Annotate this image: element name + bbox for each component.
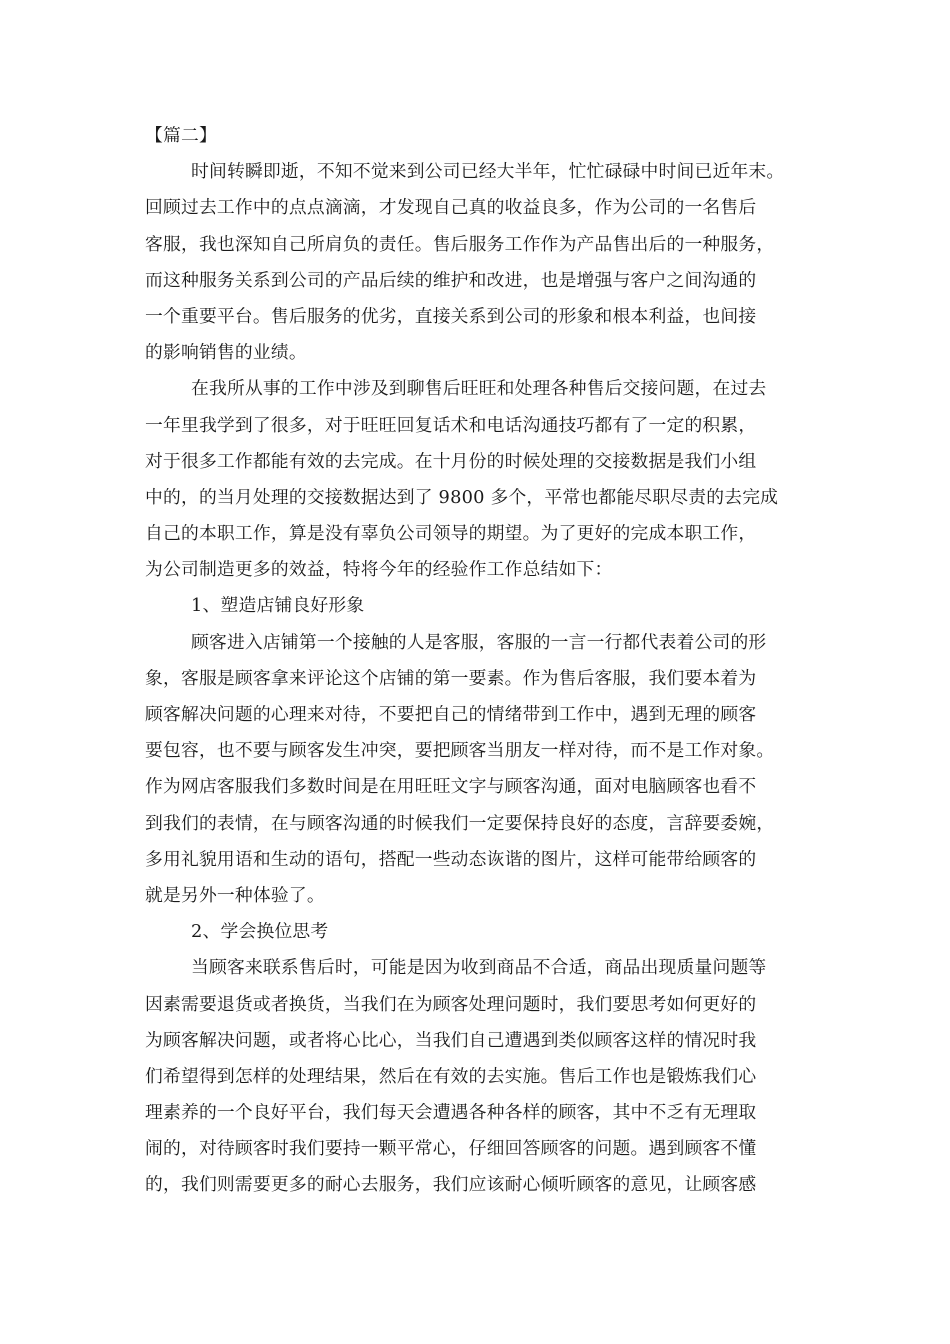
paragraph-line: 为顾客解决问题，或者将心比心，当我们自己遭遇到类似顾客这样的情况时我 <box>145 1029 757 1051</box>
paragraph-line: 作为网店客服我们多数时间是在用旺旺文字与顾客沟通，面对电脑顾客也看不 <box>145 776 757 798</box>
paragraph-line: 一个重要平台。售后服务的优劣，直接关系到公司的形象和根本利益，也间接 <box>145 305 757 327</box>
paragraph-line: 要包容，也不要与顾客发生冲突，要把顾客当朋友一样对待，而不是工作对象。 <box>145 740 775 762</box>
paragraph-line: 们希望得到怎样的处理结果，然后在有效的去实施。售后工作也是锻炼我们心 <box>145 1065 757 1087</box>
paragraph-line: 客服，我也深知自己所肩负的责任。售后服务工作作为产品售出后的一种服务， <box>145 233 775 255</box>
paragraph-line: 到我们的表情，在与顾客沟通的时候我们一定要保持良好的态度，言辞要委婉， <box>145 812 775 834</box>
paragraph-line: 一年里我学到了很多，对于旺旺回复话术和电话沟通技巧都有了一定的积累， <box>145 414 757 436</box>
paragraph-line: 闹的，对待顾客时我们要持一颗平常心，仔细回答顾客的问题。遇到顾客不懂 <box>145 1138 757 1160</box>
paragraph-line: 顾客进入店铺第一个接触的人是客服，客服的一言一行都代表着公司的形 <box>191 631 767 653</box>
paragraph-line: 而这种服务关系到公司的产品后续的维护和改进，也是增强与客户之间沟通的 <box>145 269 757 291</box>
paragraph-line: 象，客服是顾客拿来评论这个店铺的第一要素。作为售后客服，我们要本着为 <box>145 667 757 689</box>
paragraph-line: 多用礼貌用语和生动的语句，搭配一些动态诙谐的图片，这样可能带给顾客的 <box>145 848 757 870</box>
paragraph-line: 对于很多工作都能有效的去完成。在十月份的时候处理的交接数据是我们小组 <box>145 450 757 472</box>
paragraph-line: 自己的本职工作，算是没有辜负公司领导的期望。为了更好的完成本职工作， <box>145 523 757 545</box>
document-body <box>145 118 813 1204</box>
paragraph-line: 的，我们则需要更多的耐心去服务，我们应该耐心倾听顾客的意见，让顾客感 <box>145 1174 757 1196</box>
paragraph-line: 因素需要退货或者换货，当我们在为顾客处理问题时，我们要思考如何更好的 <box>145 993 757 1015</box>
paragraph-line: 顾客解决问题的心理来对待，不要把自己的情绪带到工作中，遇到无理的顾客 <box>145 704 757 725</box>
paragraph-line: 在我所从事的工作中涉及到聊售后旺旺和处理各种售后交接问题，在过去 <box>191 378 767 400</box>
paragraph-line: 为公司制造更多的效益，特将今年的经验作工作总结如下： <box>145 559 613 581</box>
subheading-1: 1、塑造店铺良好形象 <box>191 595 365 617</box>
paragraph-line: 就是另外一种体验了。 <box>145 884 325 906</box>
paragraph-line: 理素养的一个良好平台，我们每天会遭遇各种各样的顾客，其中不乏有无理取 <box>145 1102 757 1124</box>
section-heading: 【篇二】 <box>145 125 217 146</box>
subheading-2: 2、学会换位思考 <box>191 921 329 943</box>
paragraph-line: 中的，的当月处理的交接数据达到了 9800 多个，平常也都能尽职尽责的去完成 <box>145 486 779 508</box>
paragraph-line: 当顾客来联系售后时，可能是因为收到商品不合适，商品出现质量问题等 <box>191 957 767 979</box>
paragraph-line: 时间转瞬即逝，不知不觉来到公司已经大半年，忙忙碌碌中时间已近年末。 <box>191 161 785 183</box>
paragraph-line: 的影响销售的业绩。 <box>145 342 307 364</box>
paragraph-line: 回顾过去工作中的点点滴滴，才发现自己真的收益良多，作为公司的一名售后 <box>145 197 757 219</box>
